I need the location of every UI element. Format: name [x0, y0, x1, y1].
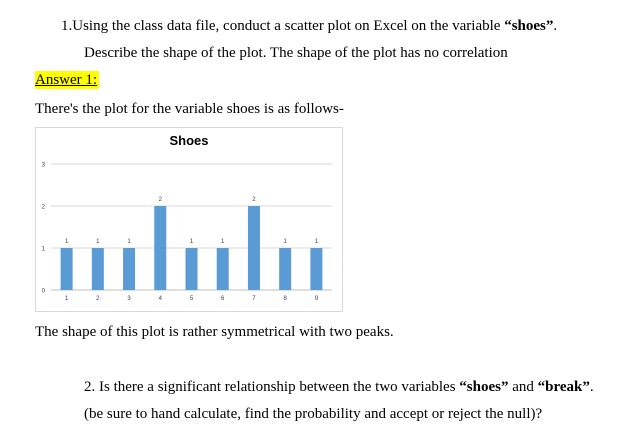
conclusion-text: The shape of this plot is rather symmetrical with two peaks. — [35, 324, 394, 340]
x-tick-label: 7 — [252, 296, 256, 302]
data-label: 1 — [96, 239, 100, 245]
answer-label: Answer 1: — [35, 72, 98, 88]
data-label: 1 — [127, 239, 131, 245]
bar — [186, 248, 198, 290]
bar — [248, 206, 260, 290]
bar — [310, 248, 322, 290]
shoes-chart — [35, 127, 343, 312]
x-tick-label: 6 — [221, 296, 225, 302]
bar — [123, 248, 135, 290]
answer-intro: There's the plot for the variable shoes is as follows- — [35, 101, 344, 117]
question-2-text: 2. Is there a significant relationship between the two variables — [84, 379, 460, 395]
y-tick-label: 1 — [41, 246, 45, 253]
bar — [279, 248, 291, 290]
break-term: “break” — [537, 379, 590, 395]
shoes-term: “shoes” — [504, 18, 554, 34]
y-tick-label: 3 — [41, 162, 45, 169]
data-label: 1 — [283, 239, 287, 245]
question-2-line-1 — [84, 378, 594, 396]
x-tick-label: 3 — [127, 296, 131, 302]
bar — [61, 248, 73, 290]
data-label: 2 — [158, 197, 162, 203]
x-tick-label: 5 — [189, 296, 194, 302]
y-tick-label: 2 — [41, 204, 45, 211]
bar — [92, 248, 104, 290]
bar — [217, 248, 229, 290]
data-label: 1 — [221, 239, 225, 245]
question-2-and: and — [508, 379, 538, 395]
question-1-period: . — [553, 18, 558, 34]
data-label: 1 — [189, 239, 194, 245]
x-tick-label: 9 — [314, 296, 319, 302]
chart-title: Shoes — [169, 133, 209, 148]
question-1-line-2: Describe the shape of the plot. The shape of the plot has no correlation — [84, 45, 508, 61]
question-1-text: 1.Using the class data file, conduct a scatter plot on Excel on the variable — [61, 18, 505, 34]
data-label: 2 — [252, 197, 256, 203]
x-tick-label: 8 — [283, 296, 287, 302]
bar — [154, 206, 166, 290]
x-tick-label: 4 — [158, 296, 162, 302]
chart-canvas — [36, 128, 342, 311]
x-tick-label: 1 — [64, 296, 69, 302]
question-2-period: . — [589, 379, 594, 395]
question-1-line-1 — [61, 17, 557, 35]
data-label: 1 — [314, 239, 319, 245]
question-2-line-2: (be sure to hand calculate, find the probability and accept or reject the null)? — [84, 406, 543, 422]
shoes-term: “shoes” — [459, 379, 509, 395]
data-label: 1 — [64, 239, 69, 245]
x-tick-label: 2 — [96, 296, 100, 302]
y-tick-label: 0 — [41, 288, 45, 295]
